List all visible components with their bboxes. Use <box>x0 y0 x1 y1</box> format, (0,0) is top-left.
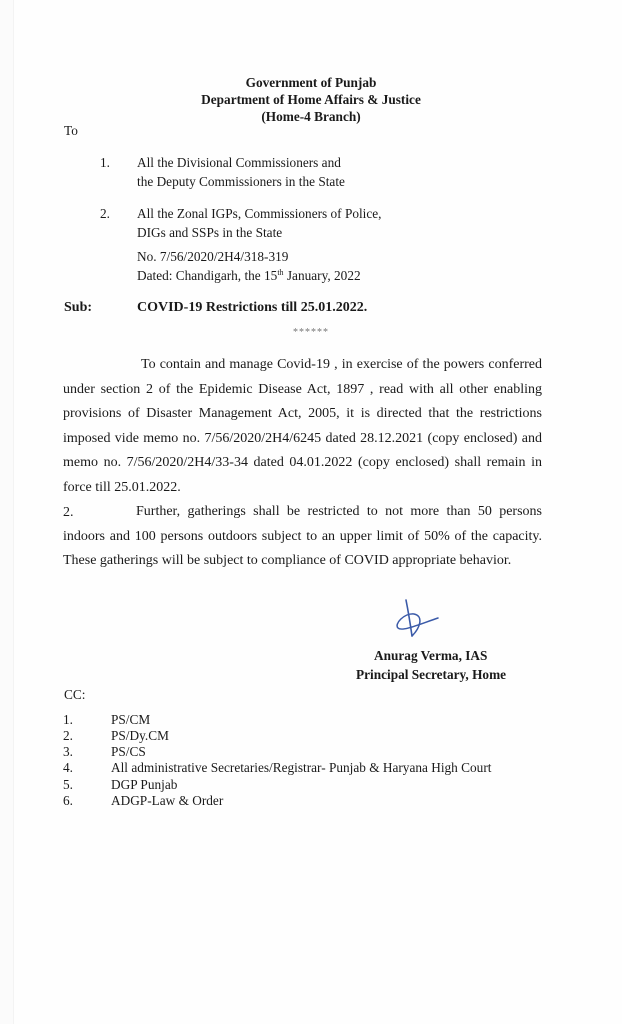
addressee-1-line-2: the Deputy Commissioners in the State <box>137 174 345 189</box>
memo-date-suffix: January, 2022 <box>283 268 361 283</box>
paragraph-1-line-1: To contain and manage Covid-19 , in exercise of the powers conferred <box>141 357 542 372</box>
paragraph-1 <box>63 353 542 500</box>
cc-item-6: 6. ADGP-Law & Order <box>63 793 224 808</box>
memo-date-sup: th <box>277 268 284 277</box>
paragraph-2-line-3: These gatherings will be subject to compliance of COVID appropriate behavior. <box>63 553 512 568</box>
paragraph-2-number: 2. <box>63 505 74 520</box>
subject-label: Sub: <box>64 300 93 315</box>
header-government: Government of Punjab <box>245 75 377 90</box>
separator-stars: ****** <box>293 327 329 338</box>
header-branch: (Home-4 Branch) <box>261 109 361 124</box>
paragraph-1-line-2: under section 2 of the Epidemic Disease Act, 1897 , read with all other enabling <box>63 381 542 397</box>
signatory-name: Anurag Verma, IAS <box>374 648 488 663</box>
paragraph-2-line-2: indoors and 100 persons outdoors subject to an upper limit of 50% of the capacity. <box>63 528 542 544</box>
cc-item-1: 1. PS/CM <box>63 712 151 727</box>
paragraph-1-line-4: imposed vide memo no. 7/56/2020/2H4/6245 dated 28.12.2021 (copy enclosed) and <box>63 430 542 446</box>
addressee-1-number: 1. <box>100 155 110 170</box>
addressee-2-line-1: All the Zonal IGPs, Commissioners of Police, <box>137 206 382 221</box>
subject-text: COVID-19 Restrictions till 25.01.2022. <box>137 300 368 315</box>
addressee-1-line-1: All the Divisional Commissioners and <box>137 155 341 170</box>
memo-number: No. 7/56/2020/2H4/318-319 <box>137 249 289 264</box>
paragraph-2 <box>63 500 542 574</box>
addressee-2-number: 2. <box>100 206 110 221</box>
cc-item-4: 4. All administrative Secretaries/Registrar- Punjab & Haryana High Court <box>63 760 492 775</box>
paragraph-1-line-6: force till 25.01.2022. <box>63 479 181 495</box>
signatory-designation: Principal Secretary, Home <box>356 667 507 682</box>
paragraph-2-line-1: Further, gatherings shall be restricted to not more than 50 persons <box>136 504 542 519</box>
cc-label: CC: <box>64 687 86 702</box>
memo-date-prefix: Dated: Chandigarh, the 15 <box>137 268 278 283</box>
header-department: Department of Home Affairs & Justice <box>201 92 421 107</box>
signature-mark-icon <box>390 598 450 640</box>
page-left-edge <box>0 0 14 1024</box>
cc-item-5: 5. DGP Punjab <box>63 777 178 792</box>
addressee-2-line-2: DIGs and SSPs in the State <box>137 225 283 240</box>
cc-item-2: 2. PS/Dy.CM <box>63 728 169 743</box>
cc-item-3: 3. PS/CS <box>63 744 146 759</box>
memo-date <box>137 268 361 284</box>
to-label: To <box>64 123 78 138</box>
paragraph-1-line-5: memo no. 7/56/2020/2H4/33-34 dated 04.01.2022 (copy enclosed) shall remain in <box>63 455 542 470</box>
paragraph-1-line-3: provisions of Disaster Management Act, 2005, it is directed that the restrictions <box>63 406 542 421</box>
